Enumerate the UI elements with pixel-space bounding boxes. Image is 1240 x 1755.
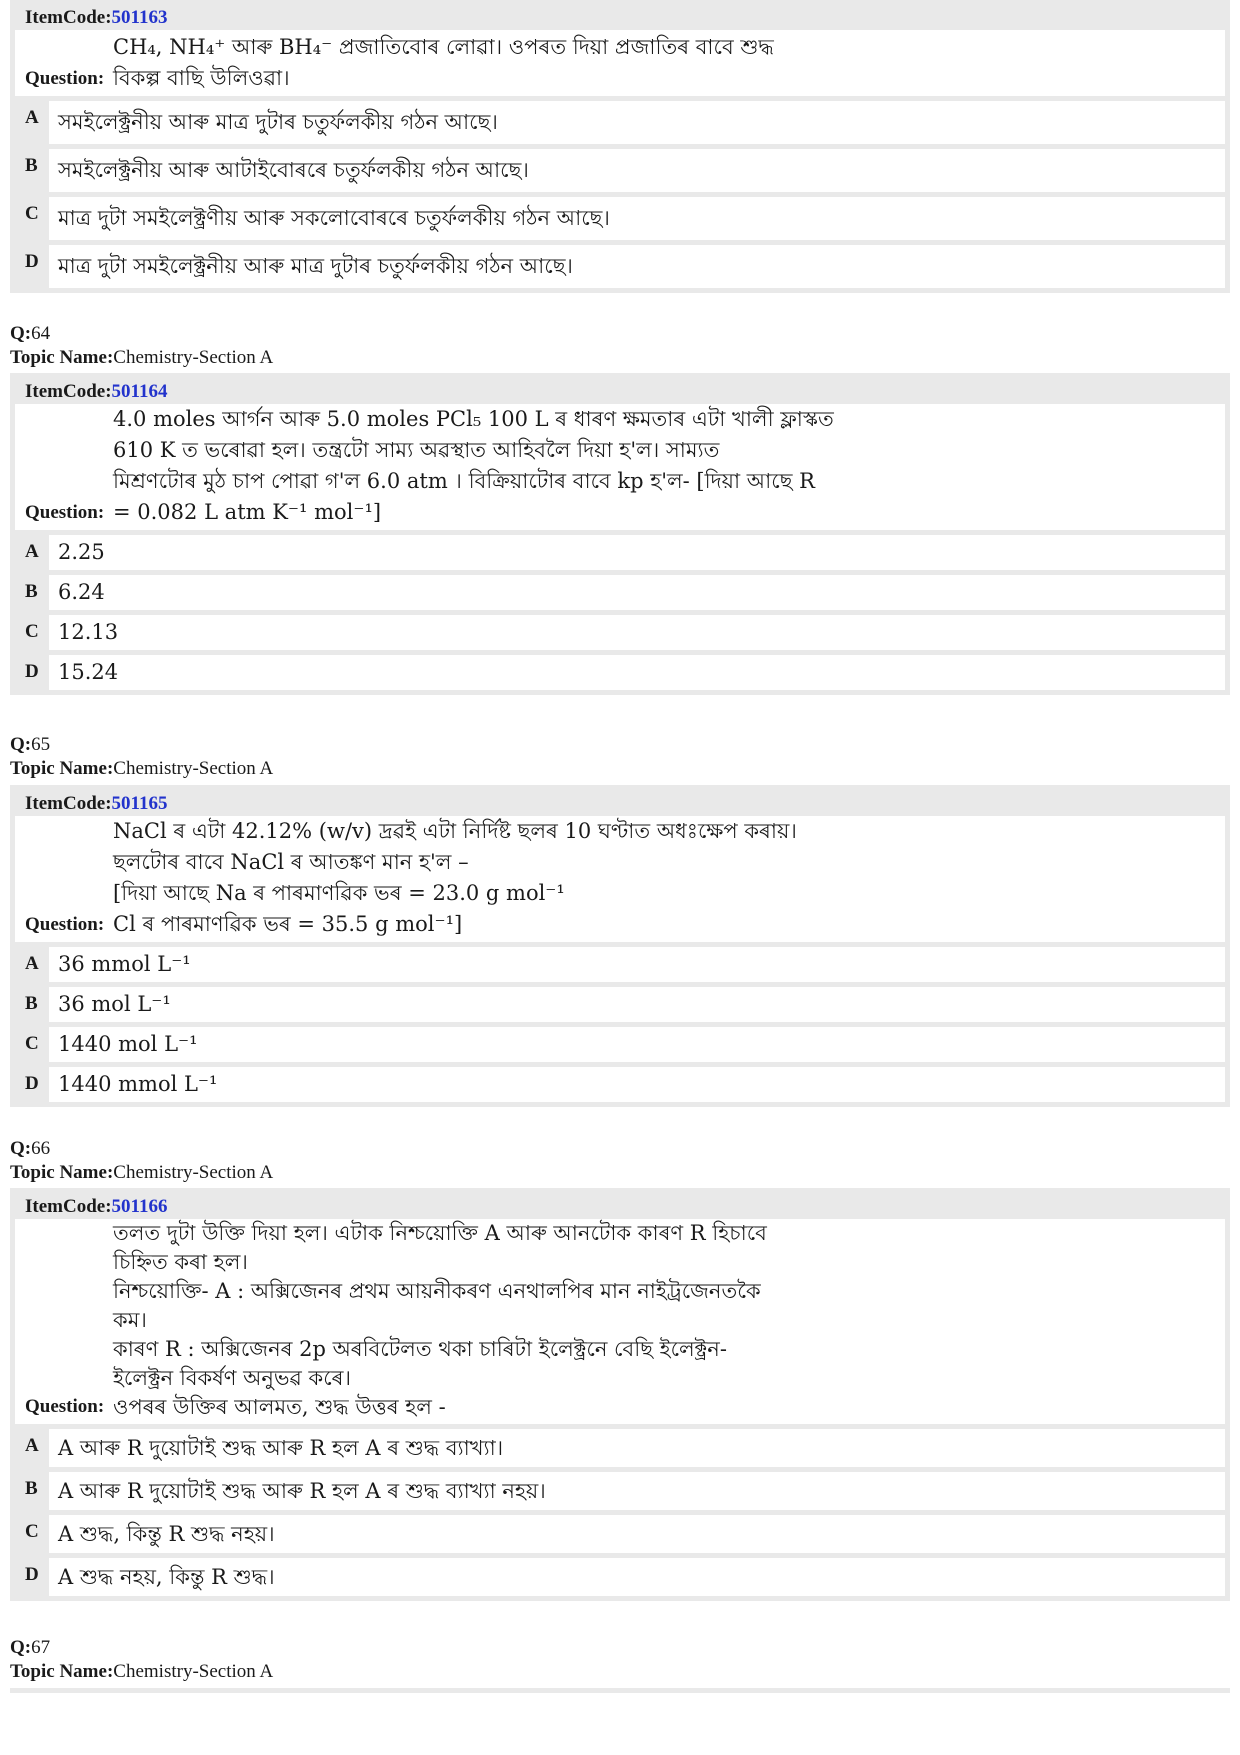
option-b: B 6.24 (15, 575, 1225, 610)
option-d: D 15.24 (15, 655, 1225, 690)
question-card-501165 (10, 785, 1230, 1107)
option-a: A 2.25 (15, 535, 1225, 570)
option-b: B A আৰু R দুয়োটাই শুদ্ধ আৰু R হল A ৰ শুদ্ধ ব্যাখ্যা নহয়। (15, 1472, 1225, 1510)
option-c: C 12.13 (15, 615, 1225, 650)
question-header-65: Q:65 Topic Name:Chemistry-Section A (10, 734, 274, 779)
item-code: ItemCode:501164 (25, 381, 168, 402)
item-code: ItemCode:501166 (25, 1196, 168, 1217)
question-label: Question: (25, 1396, 105, 1417)
question-text: CH₄, NH₄⁺ আৰু BH₄⁻ প্ৰজাতিবোৰ লোৱা। ওপৰত দিয়া প্ৰজাতিৰ বাবে শুদ্ধ বিকল্প বাছি উলিওৱা। (113, 35, 774, 90)
question-body (15, 30, 1225, 96)
question-body (15, 404, 1225, 530)
question-card-501164 (10, 373, 1230, 695)
item-code: ItemCode:501163 (25, 7, 168, 28)
option-c: C 1440 mol L⁻¹ (15, 1027, 1225, 1062)
question-header-67: Q:67 Topic Name:Chemistry-Section A (10, 1637, 274, 1682)
option-a: A 36 mmol L⁻¹ (15, 947, 1225, 982)
question-text: 4.0 moles আৰ্গন আৰু 5.0 moles PCl₅ 100 L ৰ ধাৰণ ক্ষমতাৰ এটা খালী ফ্লাস্কত 610 K ত ভৰোৱা হল। তন্ত্ৰটো সাম্য অৱস্থাত আহিবলৈ দিয়া হ'ল। সাম্যত মিশ্ৰণটোৰ মুঠ চাপ পোৱা গ'ল 6.0 atm । বিক্ৰিয়াটোৰ বাবে kp হ'ল- [দিয়া আছে R = 0.082 L atm K⁻¹ mol⁻¹] (113, 407, 834, 524)
question-body (15, 1219, 1225, 1424)
option-b: B সমইলেক্ট্ৰনীয় আৰু আটাইবোৰৰে চতুৰ্ফলকীয় গঠন আছে। (15, 149, 1225, 192)
question-card-501166 (10, 1188, 1230, 1601)
question-text: তলত দুটা উক্তি দিয়া হল। এটাক নিশ্চয়োক্তি A আৰু আনটোক কাৰণ R হিচাবে চিহ্নিত কৰা হল। নিশ্চয়োক্তি- A : অক্সিজেনৰ প্ৰথম আয়নীকৰণ এনথালপিৰ মান নাইট্ৰজেনতকৈ কম। কাৰণ R : অক্সিজেনৰ 2p অৰবিটেলত থকা চাৰিটা ইলেক্ট্ৰনে বেছি ইলেক্ট্ৰন- ইলেক্ট্ৰন বিকৰ্ষণ অনুভৱ কৰে। ওপৰৰ উক্তিৰ আলমত, শুদ্ধ উত্তৰ হল - (113, 1221, 767, 1419)
option-b: B 36 mol L⁻¹ (15, 987, 1225, 1022)
question-header-64: Q:64 Topic Name:Chemistry-Section A (10, 323, 274, 368)
question-card-501163 (10, 0, 1230, 293)
option-d: D 1440 mmol L⁻¹ (15, 1067, 1225, 1102)
question-header-66: Q:66 Topic Name:Chemistry-Section A (10, 1138, 274, 1183)
question-label: Question: (25, 914, 105, 935)
option-d: D মাত্ৰ দুটা সমইলেক্ট্ৰনীয় আৰু মাত্ৰ দুটাৰ চতুৰ্ফলকীয় গঠন আছে। (15, 245, 1225, 288)
option-c: C A শুদ্ধ, কিন্তু R শুদ্ধ নহয়। (15, 1515, 1225, 1553)
option-a: A A আৰু R দুয়োটাই শুদ্ধ আৰু R হল A ৰ শুদ্ধ ব্যাখ্যা। (15, 1429, 1225, 1467)
option-d: D A শুদ্ধ নহয়, কিন্তু R শুদ্ধ। (15, 1558, 1225, 1596)
item-code: ItemCode:501165 (25, 793, 168, 814)
option-c: C মাত্ৰ দুটা সমইলেক্ট্ৰণীয় আৰু সকলোবোৰৰে চতুৰ্ফলকীয় গঠন আছে। (15, 197, 1225, 240)
card-top-edge (10, 1688, 1230, 1693)
question-label: Question: (25, 502, 105, 523)
question-text: NaCl ৰ এটা 42.12% (w/v) দ্ৰৱই এটা নিৰ্দিষ্ট ছলৰ 10 ঘণ্টাত অধঃক্ষেপ কৰায়। ছলটোৰ বাবে NaCl ৰ আতঙ্কণ মান হ'ল – [দিয়া আছে Na ৰ পাৰমাণৱিক ভৰ = 23.0 g mol⁻¹ Cl ৰ পাৰমাণৱিক ভৰ = 35.5 g mol⁻¹] (113, 819, 797, 936)
question-label: Question: (25, 68, 105, 89)
question-body (15, 816, 1225, 942)
option-a: A সমইলেক্ট্ৰনীয় আৰু মাত্ৰ দুটাৰ চতুৰ্ফলকীয় গঠন আছে। (15, 101, 1225, 144)
